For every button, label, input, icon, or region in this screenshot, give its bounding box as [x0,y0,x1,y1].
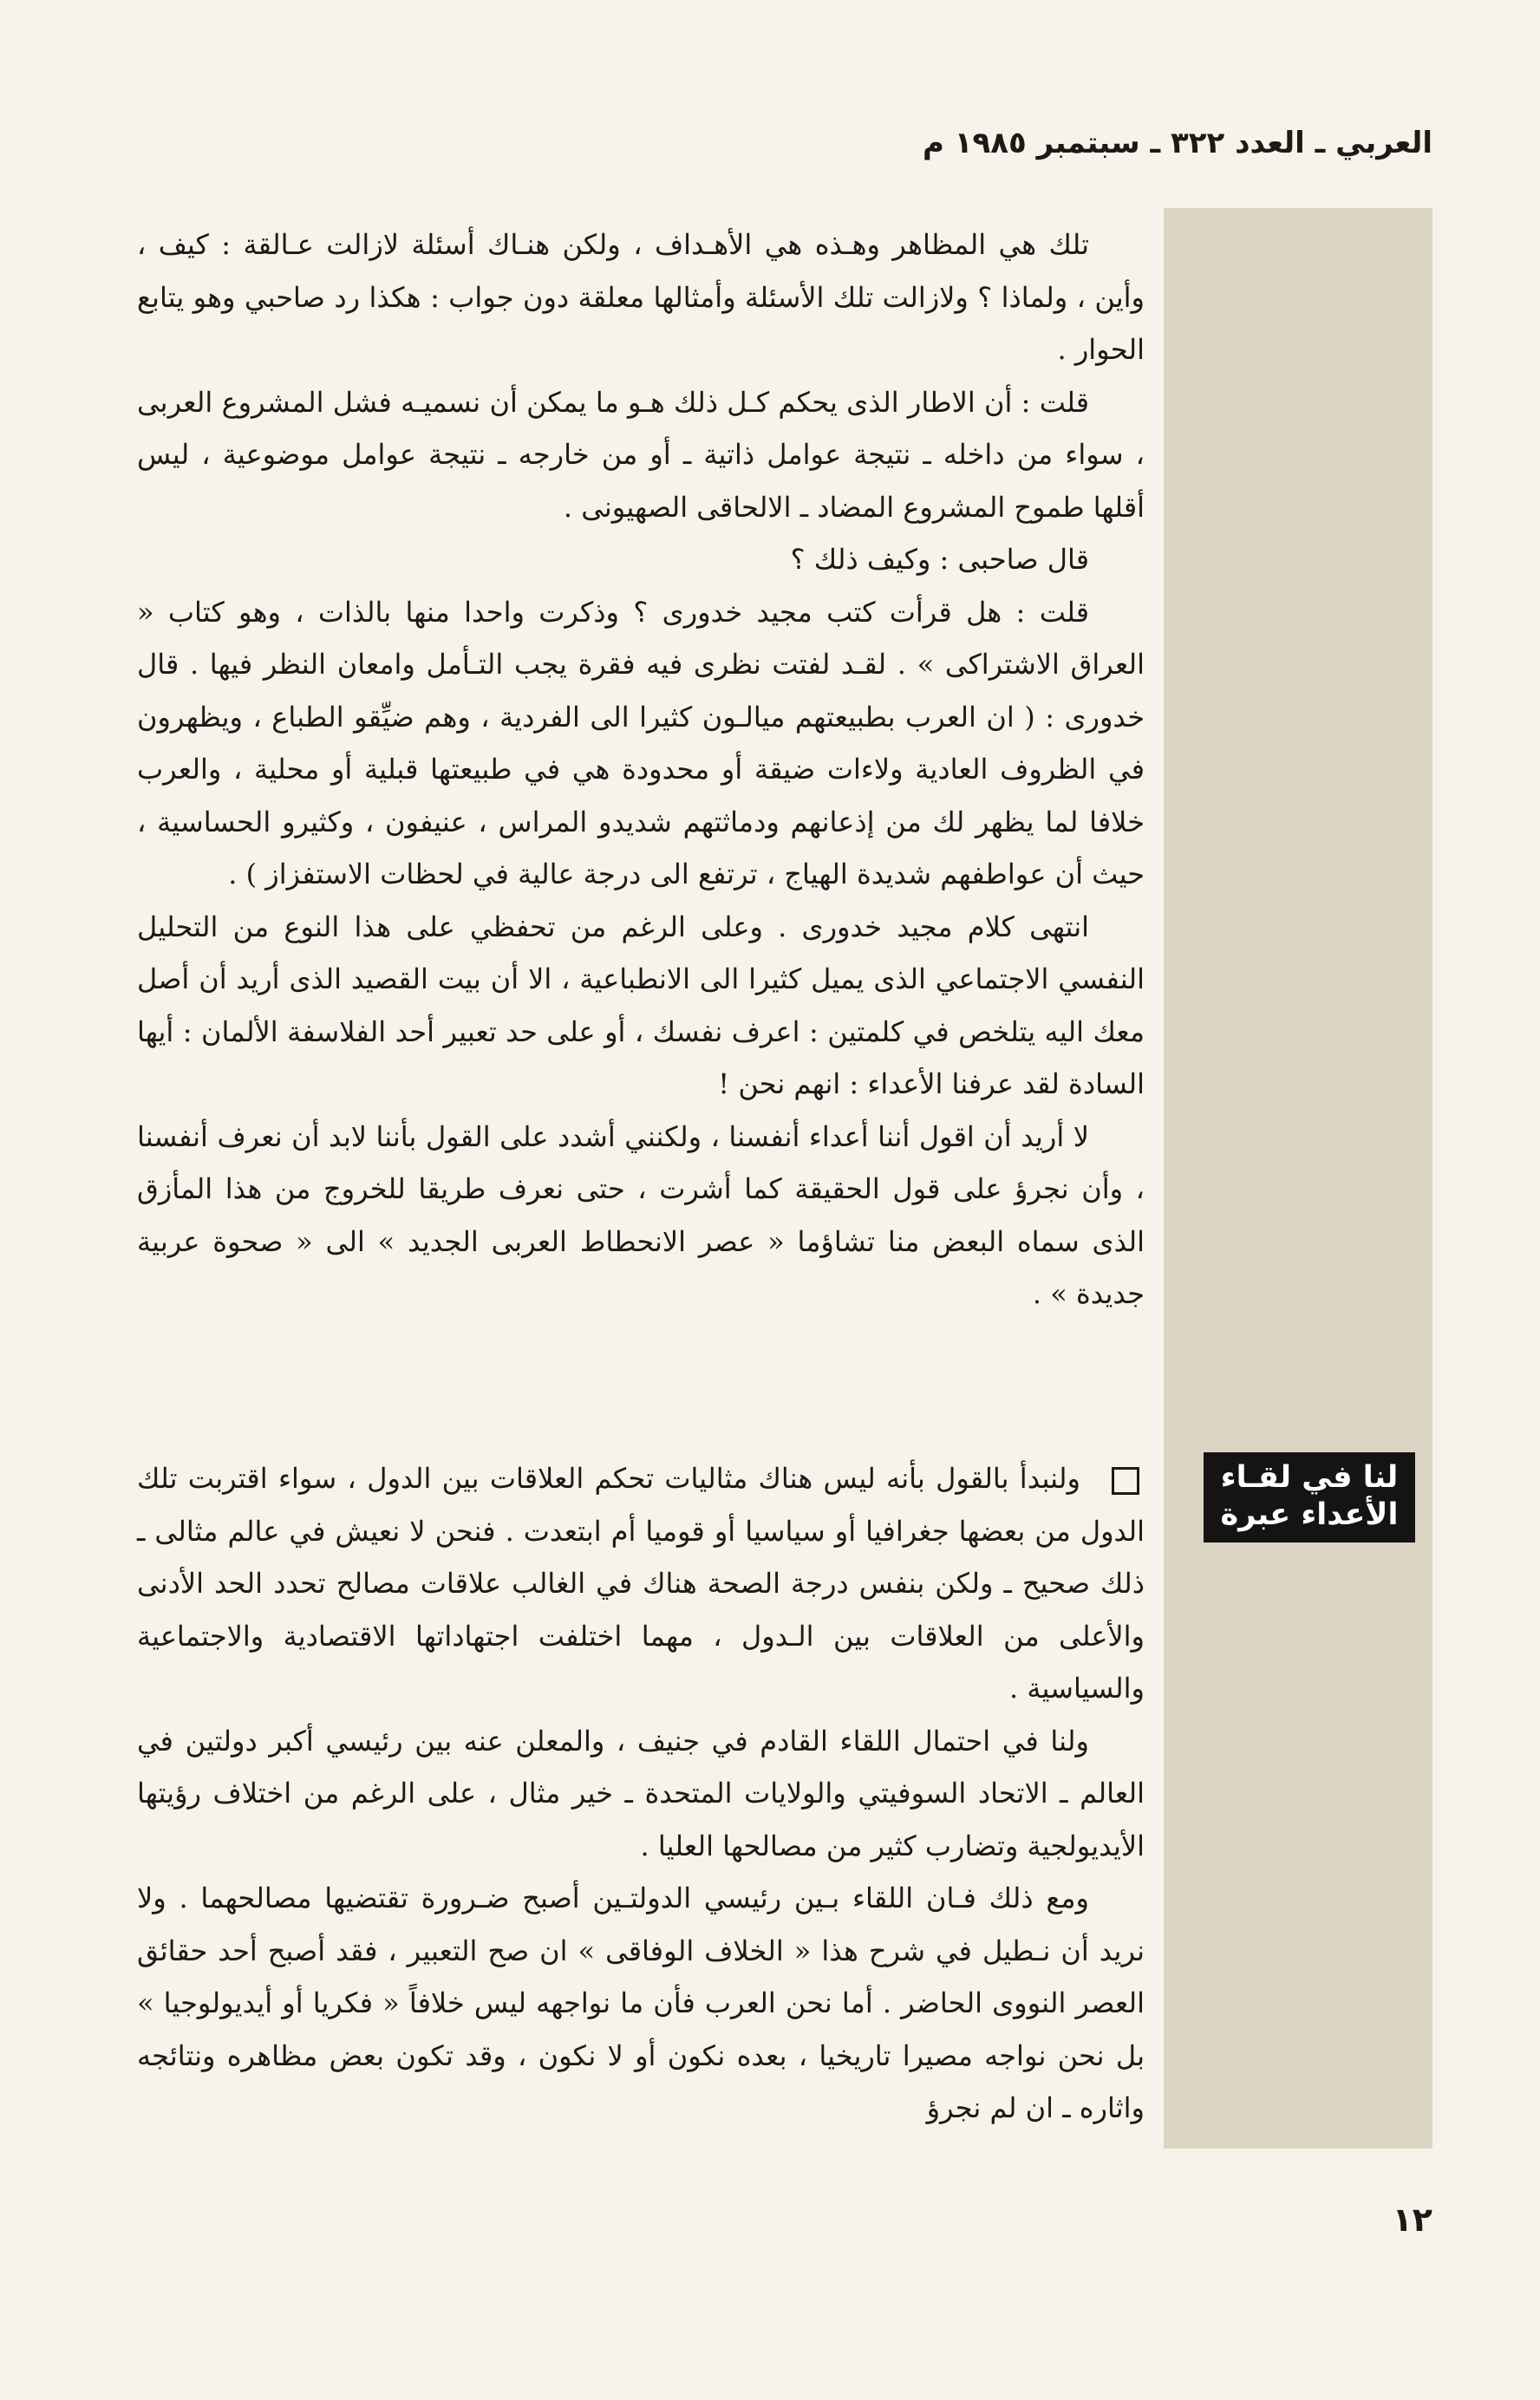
paragraph [137,1452,1145,1715]
sidebar-panel [1164,208,1432,2149]
paragraph: قلت : هل قرأت كتب مجيد خدورى ؟ وذكرت واحدا منها بالذات ، وهو كتاب « العراق الاشتراكى » . لقـد لفتت نظرى فيه فقرة يجب التـأمل وامعان النظر فيها . قال خدورى : ( ان العرب بطبيعتهم ميالـون كثيرا الى الفردية ، وهم ضيِّقو الطباع ، ويظهرون في الظروف العادية ولاءات ضيقة أو محدودة هي في طبيعتها قبلية أو محلية ، والعرب خلافا لما يظهر لك من إذعانهم ودماثتهم شديدو المراس ، عنيفون ، وكثيرو الحساسية ، حيث أن عواطفهم شديدة الهياج ، ترتفع الى درجة عالية في لحظات الاستفزاز ) . [137,595,1145,890]
article-section-2 [137,1452,1145,2135]
page-number: ١٢ [1392,2201,1432,2239]
paragraph: ومع ذلك فـان اللقاء بـين رئيسي الدولتـين أصبح ضـرورة تقتضيها مصالحهما . ولا نريد أن نـطيل في شرح هذا « الخلاف الوفاقى » ان صح التعبير ، فقد أصبح أحد حقائق العصر النووى الحاضر . أما نحن العرب فأن ما نواجهه ليس خلافاً « فكريا أو أيديولوجيا » بل نحن نواجه مصيرا تاريخيا ، بعده نكون أو لا نكون ، وقد تكون بعض مظاهره ونتائجه واثاره ـ ان لم نجرؤ [137,1882,1145,2124]
sidebar-title-line-1: لنا في لقـاء [1220,1460,1399,1495]
sidebar-section-title [1204,1452,1415,1542]
article-section-1 [137,218,1145,1321]
running-header: العربي ـ العدد ٣٢٢ ـ سبتمبر ١٩٨٥ م [923,126,1432,160]
section-marker-box-icon [1112,1467,1139,1495]
paragraph: قال صاحبى : وكيف ذلك ؟ [790,543,1089,576]
paragraph: قلت : أن الاطار الذى يحكم كـل ذلك هـو ما يمكن أن نسميـه فشل المشروع العربى ، سواء من داخله ـ نتيجة عوامل ذاتية ـ أو من خارجه ـ نتيجة عوامل موضوعية ، ليس أقلها طموح المشروع المضاد ـ الالحاقى الصهيونى . [137,385,1145,524]
paragraph: تلك هي المظاهر وهـذه هي الأهـداف ، ولكن هنـاك أسئلة لازالت عـالقة : كيف ، وأين ، ولماذا ؟ ولازالت تلك الأسئلة وأمثالها معلقة دون جواب : هكذا رد صاحبي وهو يتابع الحوار . [137,228,1145,366]
paragraph-text: ولنبدأ بالقول بأنه ليس هناك مثاليات تحكم العلاقات بين الدول ، سواء اقتربت تلك الدول من بعضها جغرافيا أو سياسيا أو قوميا أم ابتعدت . فنحن لا نعيش في عالم مثالى ـ ذلك صحيح ـ ولكن بنفس درجة الصحة هناك في الغالب علاقات مصالح تحدد الحد الأدنى والأعلى من العلاقات بين الـدول ، مهما اختلفت اجتهاداتها الاقتصادية والاجتماعية والسياسية . [137,1462,1145,1705]
paragraph: انتهى كلام مجيد خدورى . وعلى الرغم من تحفظي على هذا النوع من التحليل النفسي الاجتماعي الذى يميل كثيرا الى الانطباعية ، الا أن بيت القصيد الذى أريد أن أصل معك اليه يتلخص في كلمتين : اعرف نفسك ، أو على حد تعبير أحد الفلاسفة الألمان : أيها السادة لقد عرفنا الأعداء : انهم نحن ! [137,910,1145,1100]
paragraph: لا أريد أن اقول أننا أعداء أنفسنا ، ولكنني أشدد على القول بأننا لابد أن نعرف أنفسنا ، وأن نجرؤ على قول الحقيقة كما أشرت ، حتى نعرف طريقا للخروج من هذا المأزق الذى سماه البعض منا تشاؤما « عصر الانحطاط العربى الجديد » الى « صحوة عربية جديدة » . [137,1119,1145,1310]
paragraph: ولنا في احتمال اللقاء القادم في جنيف ، والمعلن عنه بين رئيسي أكبر دولتين في العالم ـ الاتحاد السوفيتي والولايات المتحدة ـ خير مثال ، على الرغم من اختلاف رؤيتها الأيديولجية وتضارب كثير من مصالحها العليا . [137,1724,1145,1862]
sidebar-title-line-2: الأعداء عبرة [1220,1497,1399,1532]
